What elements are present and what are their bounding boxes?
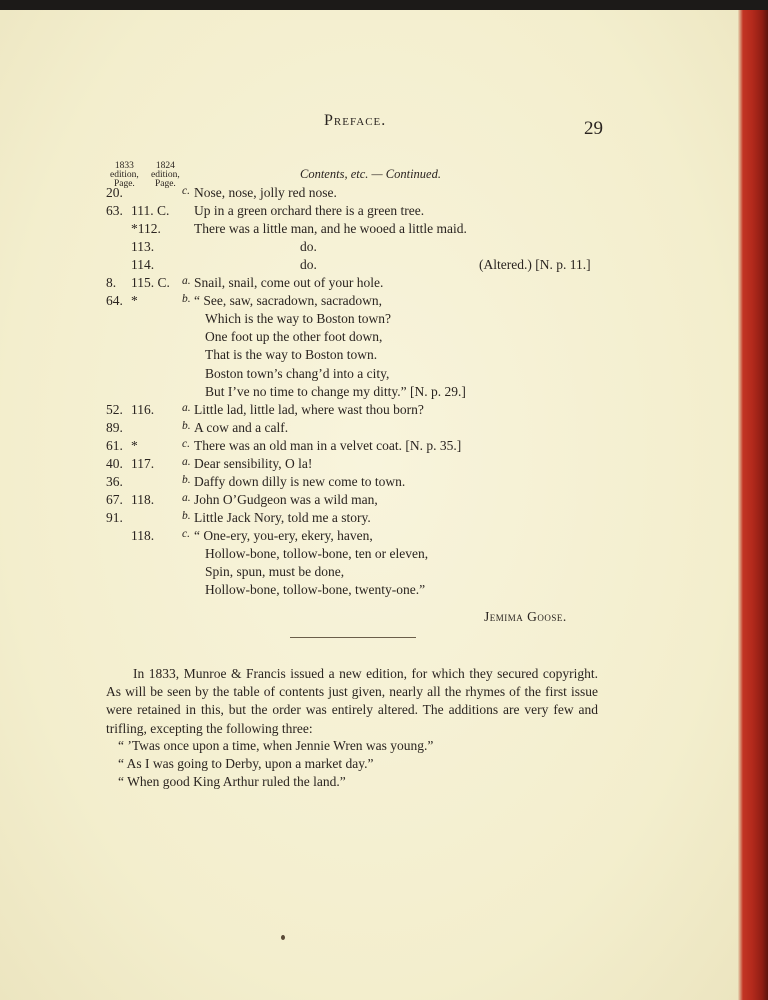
item-letter: b.	[182, 510, 191, 522]
edition-1824-page: 113.	[131, 239, 155, 254]
edition-1824-page: 116.	[131, 402, 155, 417]
rhyme-title: Hollow-bone, tollow-bone, twenty-one.”	[205, 582, 426, 597]
item-letter: a.	[182, 456, 191, 468]
rhyme-title: There was an old man in a velvet coat. [N. p. 35.]	[194, 438, 462, 453]
edition-1833-page: 52.	[106, 402, 123, 417]
rhyme-title: Nose, nose, jolly red nose.	[194, 185, 337, 200]
column-head-1833-edition: edition,	[110, 170, 139, 180]
edition-1824-page: 117.	[131, 456, 155, 471]
item-letter: b.	[182, 474, 191, 486]
item-letter: c.	[182, 528, 190, 540]
item-letter: c.	[182, 438, 190, 450]
rhyme-title: John O’Gudgeon was a wild man,	[194, 492, 378, 507]
rhyme-title: Snail, snail, come out of your hole.	[194, 275, 384, 290]
column-head-1824-year: 1824	[155, 161, 175, 171]
quote-line: “ When good King Arthur ruled the land.”	[118, 774, 346, 789]
rhyme-title: “ One-ery, you-ery, ekery, haven,	[194, 528, 373, 543]
rhyme-title: do.	[300, 257, 317, 272]
edition-1824-page: *	[131, 438, 138, 453]
running-header: Preface.	[324, 112, 387, 129]
rhyme-title: Little lad, little lad, where wast thou born?	[194, 402, 424, 417]
rhyme-title: Spin, spun, must be done,	[205, 564, 345, 579]
item-letter: a.	[182, 402, 191, 414]
rhyme-title: One foot up the other foot down,	[205, 329, 383, 344]
column-head-1833-page: Page.	[113, 179, 135, 189]
rhyme-title: That is the way to Boston town.	[205, 347, 378, 362]
rhyme-title: A cow and a calf.	[194, 420, 289, 435]
quote-line: “ ’Twas once upon a time, when Jennie Wren was young.”	[118, 738, 434, 753]
column-head-1824-edition: edition,	[151, 170, 180, 180]
page-number: 29	[584, 118, 603, 139]
column-head-1824	[151, 162, 180, 189]
book-page	[0, 10, 738, 1000]
edition-1833-page: 63.	[106, 203, 123, 218]
edition-1833-page: 8.	[106, 275, 117, 290]
rhyme-title: Boston town’s chang’d into a city,	[205, 366, 390, 381]
rhyme-title: There was a little man, and he wooed a little maid.	[194, 221, 467, 236]
rhyme-title: do.	[300, 239, 317, 254]
edition-1833-page: 20.	[106, 185, 123, 200]
book-cover-edge	[738, 10, 768, 1000]
edition-1824-page: *	[131, 293, 138, 308]
item-letter: a.	[182, 275, 191, 287]
edition-1824-page: 118.	[131, 528, 155, 543]
contents-title: Contents, etc. — Continued.	[300, 167, 441, 181]
column-head-1833-year: 1833	[114, 161, 134, 171]
rhyme-title: “ See, saw, sacradown, sacradown,	[194, 293, 383, 308]
edition-1833-page: 67.	[106, 492, 123, 507]
edition-1824-page: 114.	[131, 257, 155, 272]
edition-1833-page: 36.	[106, 474, 123, 489]
rhyme-note: (Altered.) [N. p. 11.]	[479, 257, 591, 272]
item-letter: a.	[182, 492, 191, 504]
edition-1833-page: 91.	[106, 510, 123, 525]
item-letter: b.	[182, 293, 191, 305]
signature: Jemima Goose.	[484, 609, 567, 624]
edition-1833-page: 61.	[106, 438, 123, 453]
edition-1824-page: 118.	[131, 492, 155, 507]
rhyme-title: But I’ve no time to change my ditty.” [N. p. 29.]	[205, 384, 466, 399]
edition-1824-page: *112.	[131, 221, 161, 236]
quote-line: “ As I was going to Derby, upon a market day.”	[118, 756, 374, 771]
edition-1824-page: 111. C.	[131, 203, 170, 218]
rhyme-title: Which is the way to Boston town?	[205, 311, 391, 326]
item-letter: c.	[182, 185, 190, 197]
edition-1824-page: 115. C.	[131, 275, 170, 290]
edition-1833-page: 64.	[106, 293, 123, 308]
edition-1833-page: 40.	[106, 456, 123, 471]
rhyme-title: Dear sensibility, O la!	[194, 456, 313, 471]
body-paragraph: In 1833, Munroe & Francis issued a new edition, for which they secured copyright. As will be seen by the table of contents just given, nearly all the rhymes of the first issue were retained in this, but the order was entirely altered. The additions are very few and trifling, excepting the following three:	[106, 666, 598, 736]
rhyme-title: Hollow-bone, tollow-bone, ten or eleven,	[205, 546, 429, 561]
rhyme-title: Daffy down dilly is new come to town.	[194, 474, 406, 489]
edition-1833-page: 89.	[106, 420, 123, 435]
paper-speck	[281, 935, 285, 940]
column-head-1824-page: Page.	[154, 179, 176, 189]
item-letter: b.	[182, 420, 191, 432]
rhyme-title: Little Jack Nory, told me a story.	[194, 510, 371, 525]
section-divider	[290, 637, 416, 638]
rhyme-title: Up in a green orchard there is a green tree.	[194, 203, 425, 218]
